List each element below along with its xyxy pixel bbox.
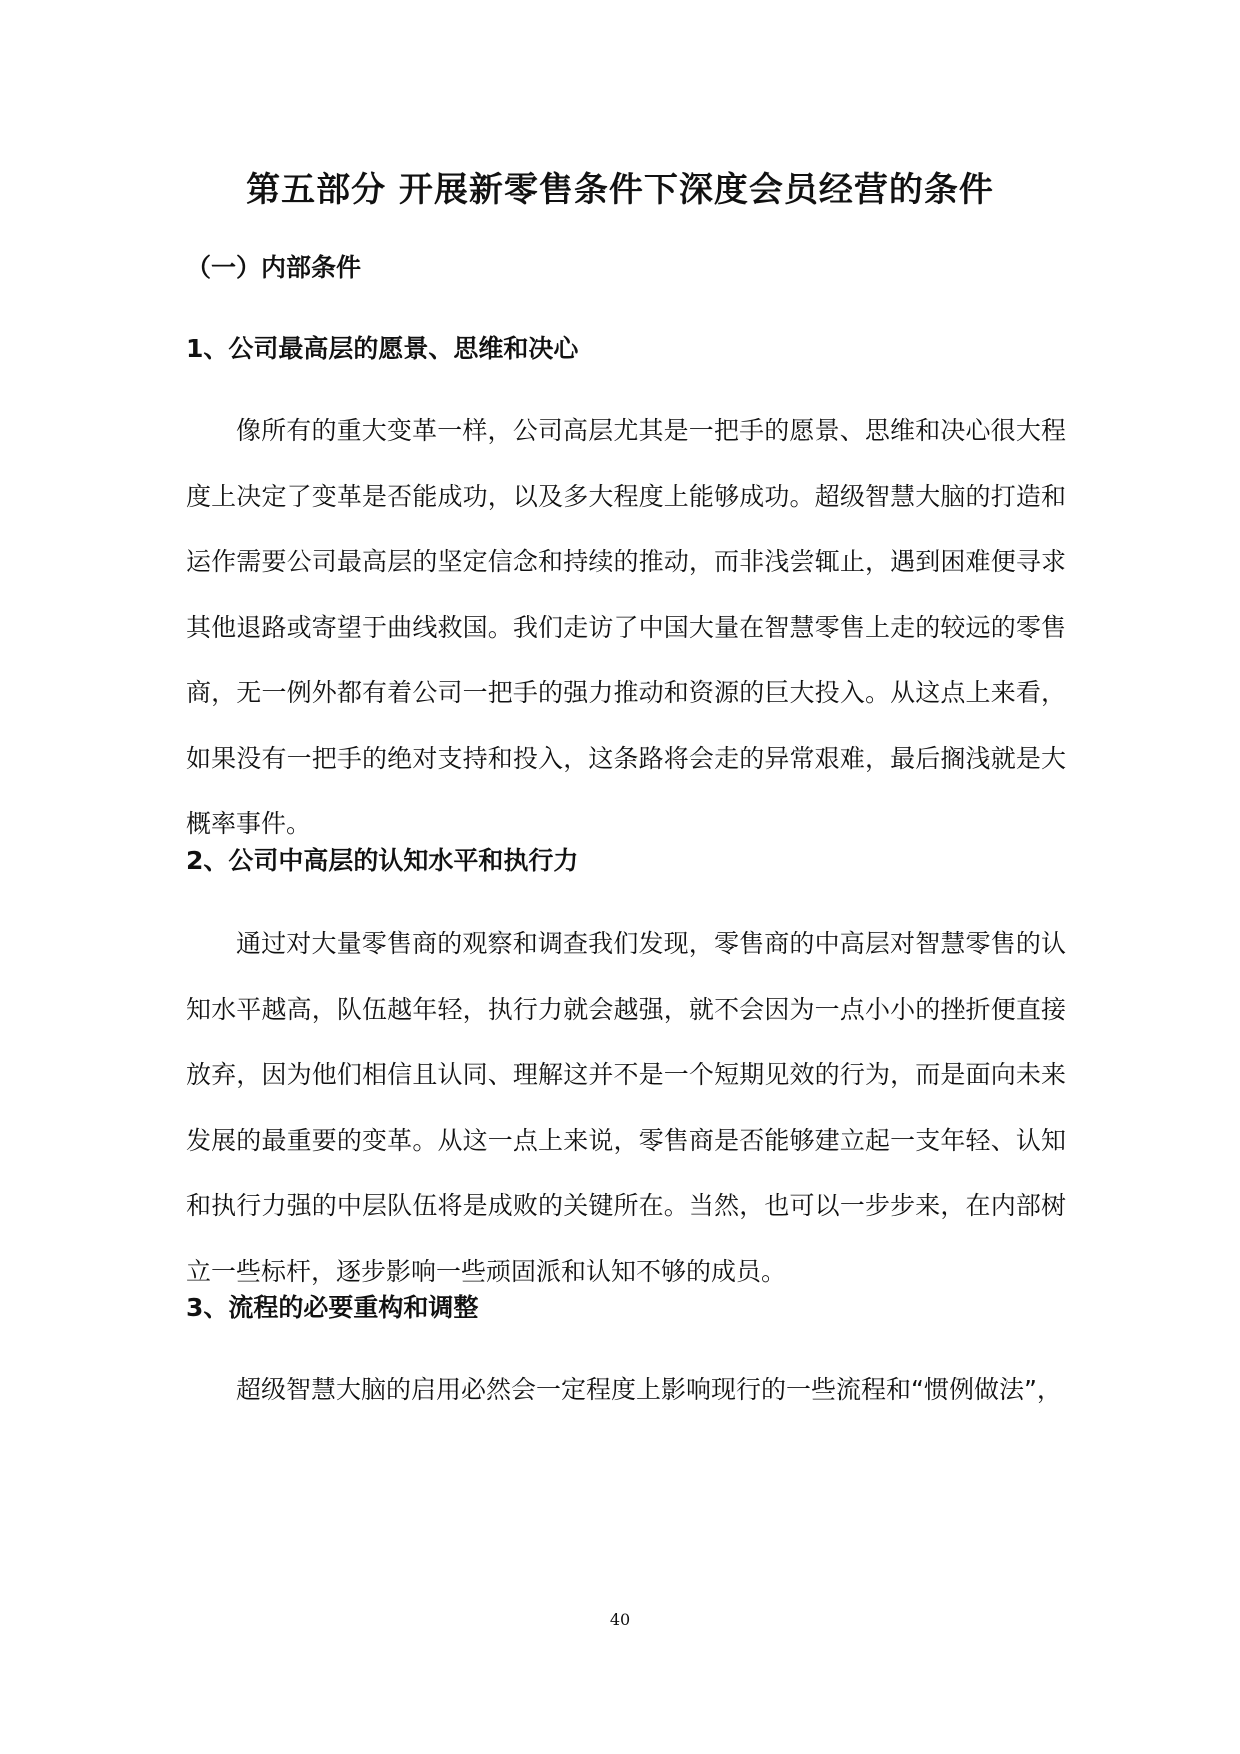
subsection-heading-3: 3、流程的必要重构和调整: [186, 1293, 479, 1322]
page-number: 40: [609, 1610, 631, 1629]
paragraph-3: 超级智慧大脑的启用必然会一定程度上影响现行的一些流程和“惯例做法”，: [236, 1375, 1062, 1404]
section-heading: （一）内部条件: [186, 253, 362, 282]
paragraph-1: 像所有的重大变革一样，公司高层尤其是一把手的愿景、思维和决心很大程度上决定了变革是否能成功，以及多大程度上能够成功。超级智慧大脑的打造和运作需要公司最高层的坚定信念和持续的推动，而非浅尝辄止，遇到困难便寻求其他退路或寄望于曲线救国。我们走访了中国大量在智慧零售上走的较远的零售商，无一例外都有着公司一把手的强力推动和资源的巨大投入。从这点上来看，如果没有一把手的绝对支持和投入，这条路将会走的异常艰难，最后搁浅就是大概率事件。: [186, 416, 1066, 838]
subsection-heading-1: 1、公司最高层的愿景、思维和决心: [186, 334, 579, 363]
paragraph-2: 通过对大量零售商的观察和调查我们发现，零售商的中高层对智慧零售的认知水平越高，队伍越年轻，执行力就会越强，就不会因为一点小小的挫折便直接放弃，因为他们相信且认同、理解这并不是一个短期见效的行为，而是面向未来发展的最重要的变革。从这一点上来说，零售商是否能够建立起一支年轻、认知和执行力强的中层队伍将是成败的关键所在。当然，也可以一步步来，在内部树立一些标杆，逐步影响一些顽固派和认知不够的成员。: [186, 929, 1066, 1286]
subsection-heading-2: 2、公司中高层的认知水平和执行力: [186, 846, 579, 875]
page-title: 第五部分 开展新零售条件下深度会员经营的条件: [246, 170, 994, 210]
